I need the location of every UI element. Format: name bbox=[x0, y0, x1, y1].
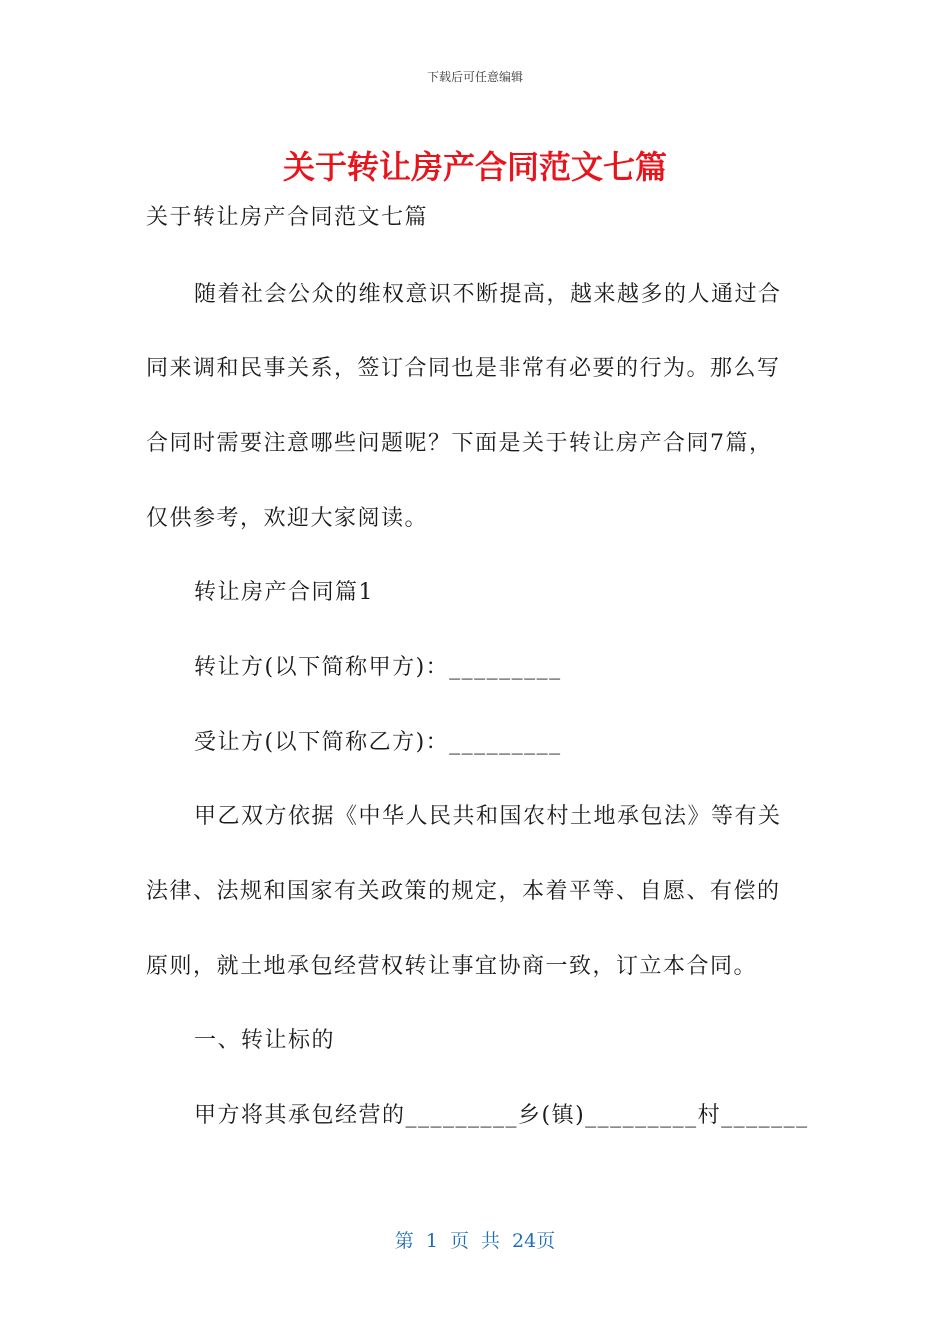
subtitle-line: 关于转让房产合同范文七篇 bbox=[146, 205, 429, 230]
body-line: 法律、法规和国家有关政策的规定，本着平等、自愿、有偿的 bbox=[146, 879, 781, 904]
body-line: 甲方将其承包经营的_________乡(镇)_________村_______ bbox=[194, 1103, 809, 1128]
transferor-field: 转让方(以下简称甲方)：_________ bbox=[194, 655, 562, 680]
body-line: 甲乙双方依据《中华人民共和国农村土地承包法》等有关 bbox=[194, 804, 782, 829]
document-title: 关于转让房产合同范文七篇 bbox=[282, 148, 667, 186]
body-line: 原则，就土地承包经营权转让事宜协商一致，订立本合同。 bbox=[146, 954, 758, 979]
header-note: 下载后可任意编辑 bbox=[426, 70, 523, 84]
body-line: 随着社会公众的维权意识不断提高，越来越多的人通过合 bbox=[194, 282, 782, 307]
body-line: 同来调和民事关系，签订合同也是非常有必要的行为。那么写 bbox=[146, 356, 781, 381]
body-line: 合同时需要注意哪些问题呢？下面是关于转让房产合同7篇， bbox=[146, 431, 773, 456]
section-heading: 转让房产合同篇1 bbox=[194, 580, 374, 605]
clause-heading: 一、转让标的 bbox=[194, 1028, 336, 1053]
body-line: 仅供参考，欢迎大家阅读。 bbox=[146, 506, 429, 531]
page-footer: 第 1 页 共 24页 bbox=[394, 1230, 556, 1252]
transferee-field: 受让方(以下简称乙方)：_________ bbox=[194, 730, 562, 755]
